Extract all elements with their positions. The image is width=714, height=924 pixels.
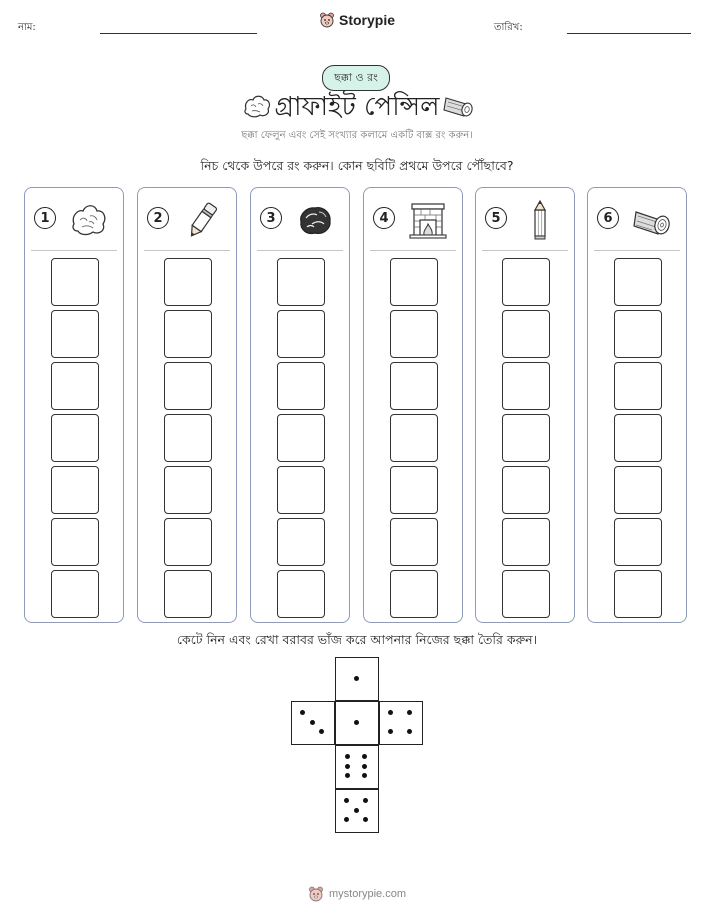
color-box[interactable] [390, 258, 438, 306]
column-2 [137, 187, 237, 623]
color-box[interactable] [164, 414, 212, 462]
dice-face-3 [291, 701, 335, 745]
bear-logo-icon [319, 12, 335, 28]
pencil-icon [520, 200, 560, 240]
dice-face-4 [379, 701, 423, 745]
color-box[interactable] [164, 466, 212, 514]
brand-name: Storypie [338, 12, 395, 28]
color-box[interactable] [51, 570, 99, 618]
column-number: 1 [34, 207, 56, 229]
color-box[interactable] [614, 518, 662, 566]
color-box[interactable] [502, 518, 550, 566]
color-box[interactable] [51, 258, 99, 306]
color-box[interactable] [502, 414, 550, 462]
coal-rock-icon [295, 200, 335, 240]
color-box[interactable] [164, 362, 212, 410]
column-number: 3 [260, 207, 282, 229]
column-5 [475, 187, 575, 623]
color-box[interactable] [614, 466, 662, 514]
color-box[interactable] [614, 414, 662, 462]
wood-log-icon [440, 94, 474, 118]
eraser-pencil-icon [182, 200, 222, 240]
color-box[interactable] [390, 570, 438, 618]
instruction: নিচ থেকে উপরে রং করুন। কোন ছবিটি প্রথমে উপরে পৌঁছাবে? [200, 158, 514, 173]
color-box[interactable] [390, 362, 438, 410]
subtitle: ছক্কা ফেলুন এবং সেই সংখ্যার কলামে একটি বাক্স রং করুন। [241, 130, 473, 141]
column-number: 2 [147, 207, 169, 229]
color-box[interactable] [614, 310, 662, 358]
color-box[interactable] [502, 466, 550, 514]
color-box[interactable] [164, 570, 212, 618]
column-divider [144, 250, 230, 251]
color-box[interactable] [390, 310, 438, 358]
color-box[interactable] [390, 414, 438, 462]
bear-logo-icon [308, 886, 324, 902]
dice-face-1 [335, 701, 379, 745]
color-box[interactable] [164, 310, 212, 358]
column-divider [482, 250, 568, 251]
color-box[interactable] [614, 362, 662, 410]
color-box[interactable] [164, 518, 212, 566]
wood-log-icon [632, 200, 672, 240]
column-3 [250, 187, 350, 623]
dice-face-6 [335, 745, 379, 789]
brand-logo [0, 12, 714, 28]
column-number: 4 [373, 207, 395, 229]
color-box[interactable] [502, 570, 550, 618]
column-divider [594, 250, 680, 251]
date-label: তারিখ: [494, 22, 523, 33]
color-box[interactable] [164, 258, 212, 306]
name-line [100, 33, 257, 34]
color-box[interactable] [277, 518, 325, 566]
color-box[interactable] [390, 466, 438, 514]
color-box[interactable] [277, 362, 325, 410]
color-box[interactable] [277, 466, 325, 514]
dice-face-1 [335, 657, 379, 701]
name-label: নাম: [18, 22, 36, 33]
color-box[interactable] [51, 362, 99, 410]
graphite-lump-icon [69, 200, 109, 240]
color-box[interactable] [390, 518, 438, 566]
column-divider [370, 250, 456, 251]
column-divider [31, 250, 117, 251]
column-number: 6 [597, 207, 619, 229]
color-box[interactable] [277, 414, 325, 462]
footer [0, 886, 714, 902]
dice-face-5 [335, 789, 379, 833]
column-1 [24, 187, 124, 623]
color-box[interactable] [51, 518, 99, 566]
game-type-badge: ছক্কা ও রং [322, 65, 390, 91]
cut-instruction: কেটে নিন এবং রেখা বরাবর ভাঁজ করে আপনার নিজের ছক্কা তৈরি করুন। [176, 632, 538, 647]
column-number: 5 [485, 207, 507, 229]
color-box[interactable] [614, 570, 662, 618]
fireplace-icon [408, 200, 448, 240]
column-4 [363, 187, 463, 623]
color-box[interactable] [502, 362, 550, 410]
color-box[interactable] [502, 310, 550, 358]
column-6 [587, 187, 687, 623]
color-box[interactable] [51, 414, 99, 462]
color-box[interactable] [502, 258, 550, 306]
page-title: গ্রাফাইট পেন্সিল [274, 92, 440, 122]
color-box[interactable] [277, 310, 325, 358]
color-box[interactable] [277, 258, 325, 306]
footer-site[interactable]: mystorypie.com [328, 888, 407, 900]
color-box[interactable] [51, 310, 99, 358]
date-line [567, 33, 691, 34]
color-box[interactable] [614, 258, 662, 306]
color-box[interactable] [51, 466, 99, 514]
column-divider [257, 250, 343, 251]
color-box[interactable] [277, 570, 325, 618]
